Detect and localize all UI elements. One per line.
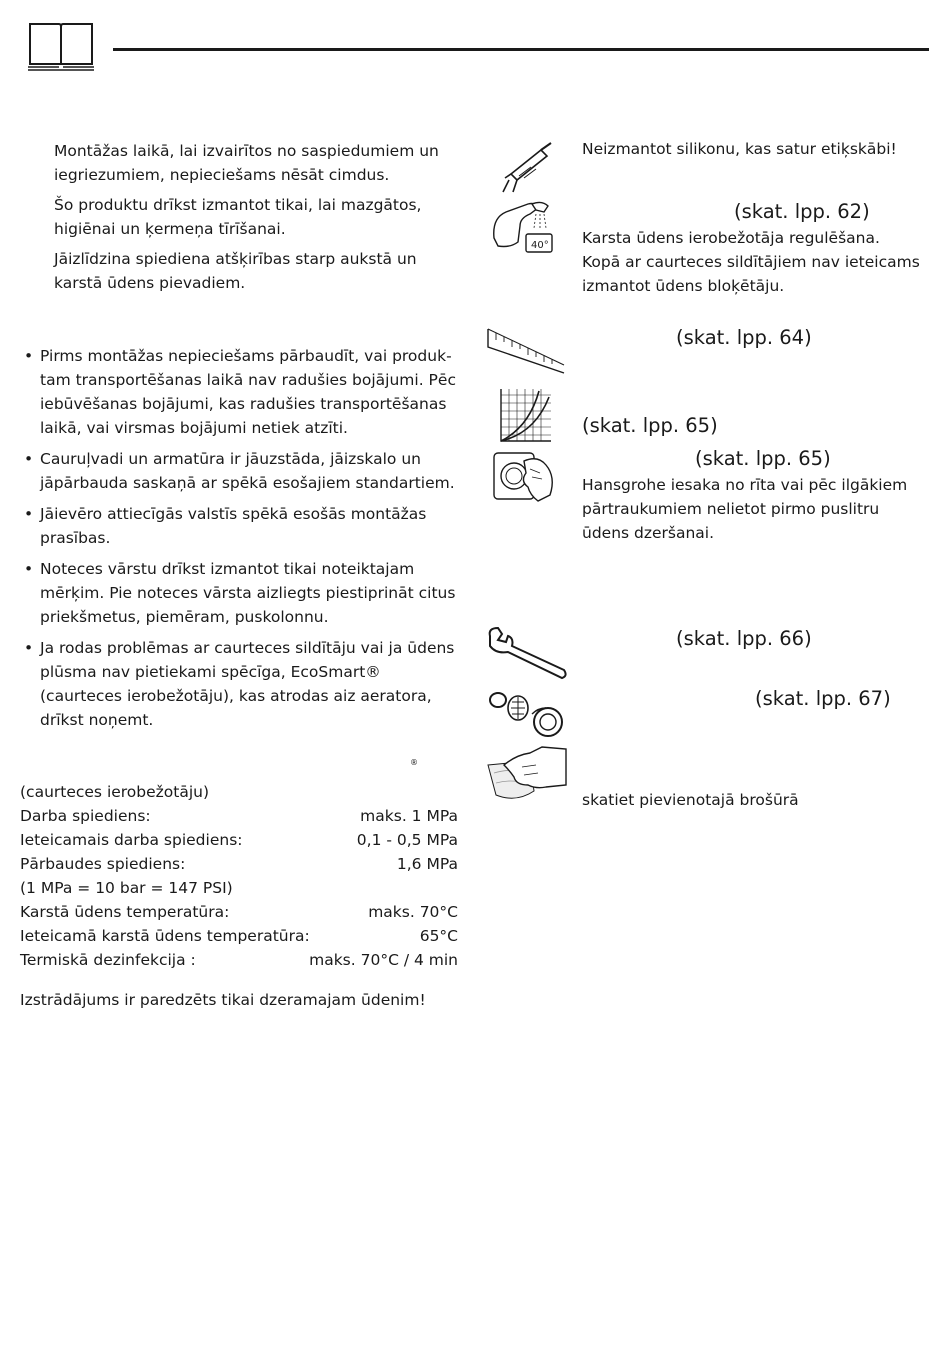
list-item: • Ja rodas problēmas ar caurteces sildītāju vai ja ūdens plūsma nav pietiekami spēcīga, EcoSmart® (caurteces ierobežotāju), kas atrodas aiz aeratora, drīkst noņemt. — [22, 636, 462, 732]
page-ref-65-b: (skat. lpp. 65) — [695, 447, 831, 470]
wrench-icon — [486, 626, 568, 680]
paragraph-usage: Šo produktu drīkst izmantot tikai, lai mazgātos, higiēnai un ķermeņa tīrīšanai. — [54, 196, 422, 238]
paragraph-gloves: Montāžas laikā, lai izvairītos no saspiedumiem un iegriezumiem, nepieciešams nēsāt cimdus. — [54, 142, 439, 184]
blocker-text: Kopā ar caurteces sildītājiem nav ieteicams izmantot ūdens bloķētāju. — [582, 253, 920, 295]
spec-row: (1 MPa = 10 bar = 147 PSI) — [20, 879, 233, 897]
spec-row: Pārbaudes spiediens: 1,6 MPa — [20, 855, 458, 873]
page-ref-64: (skat. lpp. 64) — [676, 326, 812, 349]
technical-data — [20, 780, 458, 972]
flow-diagram-icon — [499, 387, 553, 443]
page-ref-66: (skat. lpp. 66) — [676, 627, 812, 650]
silicone-gun-icon — [497, 140, 555, 196]
list-item: • Pirms montāžas nepieciešams pārbaudīt, vai produktam transportēšanas laikā nav radušies bojājumi. Pēc iebūvēšanas bojājumi, kas radušies transportēšanas laikā, vai virsmas bojājumi netiek atzīti. — [22, 344, 462, 440]
cleaning-cloth-icon — [486, 743, 568, 805]
svg-text:40°: 40° — [531, 240, 549, 251]
list-item: • Noteces vārstu drīkst izmantot tikai noteiktajam mērķim. Pie noteces vārsta aizliegts piestiprināt citus priekšmetus, piemēram, puskolonnu. — [22, 557, 462, 629]
spec-intro: (caurteces ierobežotāju) — [20, 783, 210, 801]
ruler-scale-icon — [486, 327, 566, 379]
shower-temperature-icon — [490, 198, 556, 256]
hansgrohe-advice: Hansgrohe iesaka no rīta vai pēc ilgākiem pārtraukumiem nelietot pirmo puslitru ūdens dzeršanai. — [582, 476, 908, 542]
spec-row: Ieteicamais darba spiediens: 0,1 - 0,5 MPa — [20, 831, 458, 849]
drinking-water-note: Izstrādājums ir paredzēts tikai dzeramajam ūdenim! — [20, 991, 426, 1009]
spec-row: Termiskā dezinfekcija : maks. 70°C / 4 min — [20, 951, 458, 969]
spec-row: Darba spiediens: maks. 1 MPa — [20, 807, 458, 825]
list-item: • Cauruļvadi un armatūra ir jāuzstāda, jāizskalo un jāpārbauda saskaņā ar spēkā esošajiem standartiem. — [22, 447, 462, 495]
header-rule — [113, 48, 929, 51]
aerator-parts-icon — [488, 686, 566, 738]
list-item: • Jāievēro attiecīgās valstīs spēkā esošās montāžas prasības. — [22, 502, 462, 550]
open-book-icon — [26, 20, 96, 74]
safety-paragraphs — [54, 139, 454, 301]
silicone-warning: Neizmantot silikonu, kas satur etiķskābi! — [582, 140, 897, 158]
thermostat-knob-icon — [490, 447, 560, 505]
spec-row: Karstā ūdens temperatūra: maks. 70°C — [20, 903, 458, 921]
page-ref-65-a: (skat. lpp. 65) — [582, 414, 718, 437]
paragraph-pressure: Jāizlīdzina spiediena atšķirības starp aukstā un karstā ūdens pievadiem. — [54, 250, 417, 292]
page-ref-62: (skat. lpp. 62) — [734, 200, 870, 223]
limiter-text: Karsta ūdens ierobežotāja regulēšana. — [582, 229, 880, 247]
brochure-note: skatiet pievienotajā brošūrā — [582, 791, 799, 809]
page-ref-67: (skat. lpp. 67) — [755, 687, 891, 710]
registered-mark: ® — [410, 758, 418, 767]
spec-row: Ieteicamā karstā ūdens temperatūra: 65°C — [20, 927, 458, 945]
installation-notes-list — [22, 344, 462, 739]
